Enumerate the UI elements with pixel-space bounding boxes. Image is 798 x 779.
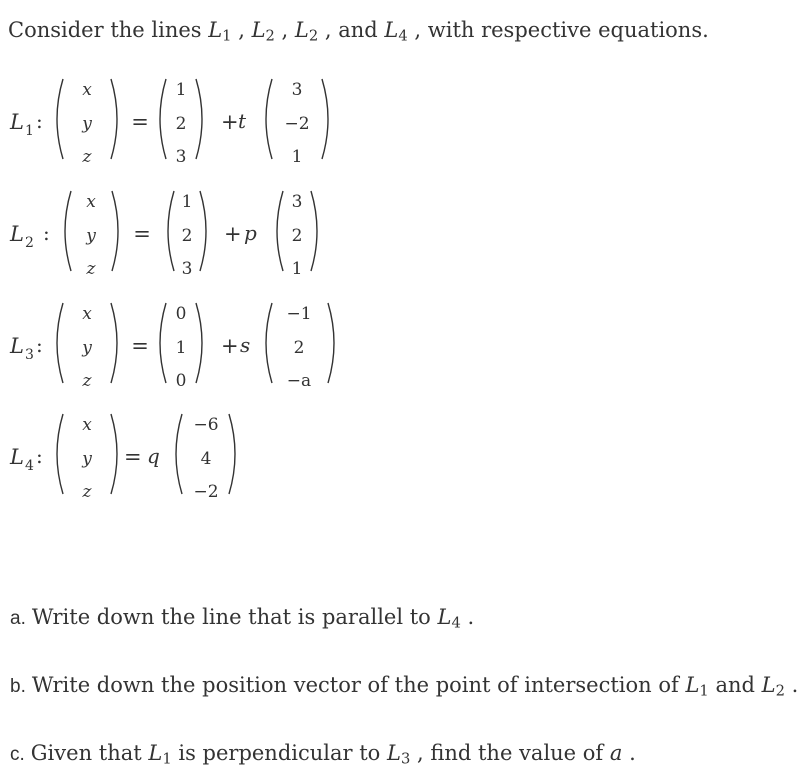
paren-left — [160, 303, 166, 383]
equation-line-1 — [0, 65, 742, 175]
paren-left — [266, 79, 272, 159]
parameter: t — [238, 109, 247, 133]
line-name: L — [10, 445, 24, 469]
question-c: c. Given that $L_1$ is perpendicular to $L_3$ , find the value of a . — [10, 741, 636, 768]
point-entry: 1 — [175, 80, 187, 100]
direction-entry: −2 — [284, 114, 310, 134]
paren-right — [111, 414, 117, 494]
paren-right — [111, 303, 117, 383]
direction-entry: 2 — [293, 338, 305, 358]
paren-right — [322, 79, 328, 159]
paren-left — [57, 303, 63, 383]
paren-left — [57, 414, 63, 494]
question-a: a. Write down the line that is parallel to $L_4$ . — [10, 605, 475, 632]
equals-sign: = — [131, 110, 149, 134]
direction-entry: 1 — [291, 147, 303, 167]
lhs-entry: z — [82, 147, 92, 167]
point-entry: 2 — [181, 226, 193, 246]
line-subscript: 2 — [25, 235, 34, 251]
lhs-entry: z — [86, 259, 96, 279]
equation-line-3 — [0, 289, 742, 399]
question-b: b. Write down the position vector of the point of intersection of $L_1$ and $L_2$ . — [10, 673, 798, 700]
intro-sentence: Consider the lines $L_1$ , $L_2$ , $L_2$ , and $L_4$ , with respective equations. — [8, 18, 709, 45]
point-entry: 1 — [181, 192, 193, 212]
equation-line-4 — [0, 400, 742, 510]
direction-entry: 1 — [291, 259, 303, 279]
paren-left — [266, 303, 272, 383]
point-entry: 0 — [175, 371, 187, 391]
parameter: s — [240, 333, 251, 357]
paren-left — [176, 414, 182, 494]
direction-entry: 3 — [291, 192, 303, 212]
colon: : — [36, 109, 43, 133]
lhs-entry: x — [82, 80, 92, 100]
lhs-entry: y — [82, 114, 92, 134]
colon: : — [43, 221, 50, 245]
paren-left — [65, 191, 71, 271]
direction-entry: 2 — [291, 226, 303, 246]
line-name: L — [10, 222, 24, 246]
scalar: q — [147, 444, 160, 468]
paren-right — [229, 414, 235, 494]
point-entry: 0 — [175, 304, 187, 324]
line-subscript: 3 — [25, 347, 34, 363]
plus-sign: + — [224, 222, 242, 246]
lhs-entry: y — [86, 226, 96, 246]
colon: : — [36, 444, 43, 468]
point-entry: 2 — [175, 114, 187, 134]
point-entry: 3 — [181, 259, 193, 279]
lhs-entry: z — [82, 482, 92, 502]
line-name: L — [10, 110, 24, 134]
direction-entry: −6 — [193, 415, 219, 435]
line-name: L — [10, 334, 24, 358]
point-entry: 3 — [175, 147, 187, 167]
lhs-entry: z — [82, 371, 92, 391]
parameter: p — [244, 221, 257, 245]
colon: : — [36, 333, 43, 357]
direction-entry: −a — [286, 371, 312, 391]
paren-left — [160, 79, 166, 159]
direction-entry: 4 — [200, 449, 212, 469]
equals-sign: = — [133, 222, 151, 246]
lhs-entry: y — [82, 449, 92, 469]
lhs-entry: y — [82, 338, 92, 358]
paren-right — [328, 303, 334, 383]
lhs-entry: x — [82, 415, 92, 435]
plus-sign: + — [221, 334, 239, 358]
paren-left — [168, 191, 174, 271]
paren-right — [311, 191, 317, 271]
line-subscript: 4 — [25, 458, 34, 474]
paren-right — [111, 79, 117, 159]
paren-left — [277, 191, 283, 271]
paren-right — [200, 191, 206, 271]
line-subscript: 1 — [25, 123, 34, 139]
lhs-entry: x — [86, 192, 96, 212]
direction-entry: −2 — [193, 482, 219, 502]
paren-right — [196, 79, 202, 159]
point-entry: 1 — [175, 338, 187, 358]
paren-right — [112, 191, 118, 271]
equation-line-2 — [0, 177, 742, 287]
paren-right — [196, 303, 202, 383]
plus-sign: + — [221, 110, 239, 134]
paren-left — [57, 79, 63, 159]
direction-entry: −1 — [286, 304, 312, 324]
equals-sign: = — [131, 334, 149, 358]
direction-entry: 3 — [291, 80, 303, 100]
equals-sign: = — [124, 445, 142, 469]
lhs-entry: x — [82, 304, 92, 324]
